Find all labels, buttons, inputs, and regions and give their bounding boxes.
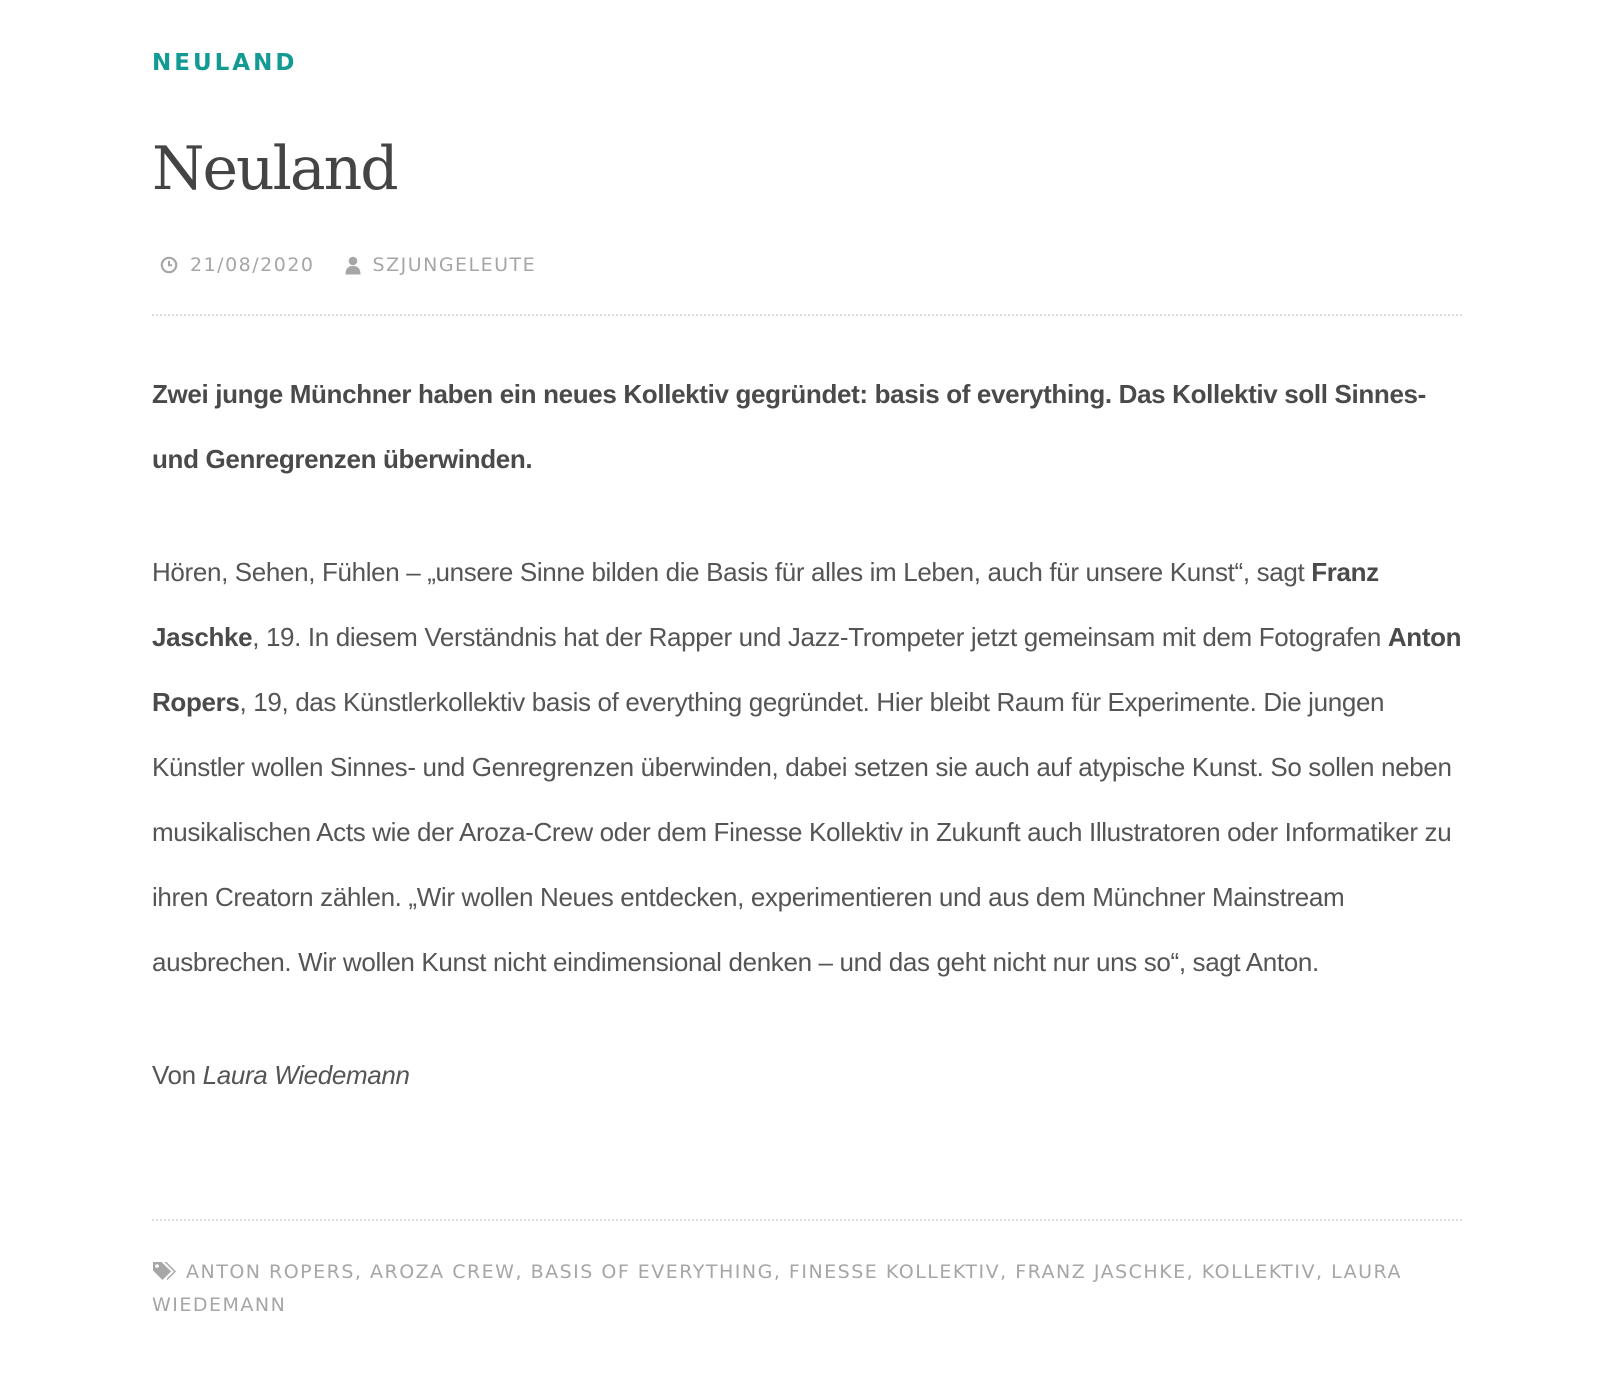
article-byline <box>152 1043 1462 1108</box>
body-text-2: , 19. In diesem Verständnis hat der Rapper und Jazz-Trompeter jetzt gemeinsam mit dem Fotografen <box>252 622 1388 652</box>
article-lead: Zwei junge Münchner haben ein neues Kollektiv gegründet: basis of everything. Das Kollektiv soll Sinnes- und Genregrenzen überwinden. <box>152 379 1426 474</box>
tag-link[interactable]: KOLLEKTIV <box>1201 1261 1317 1283</box>
post-date <box>160 254 315 276</box>
post-date-text: 21/08/2020 <box>190 254 315 276</box>
byline-author: Laura Wiedemann <box>202 1060 410 1090</box>
article-content <box>152 362 1462 1156</box>
tag-link[interactable]: AROZA CREW <box>370 1261 516 1283</box>
tag-link[interactable]: LAURA WIEDEMANN <box>152 1261 1402 1316</box>
tags-icon <box>152 1261 178 1281</box>
article-body <box>152 540 1462 995</box>
post-tags: ANTON ROPERS, AROZA CREW, BASIS OF EVERYTHING, FINESSE KOLLEKTIV, FRANZ JASCHKE, KOLLEKTIV, LAURA WIEDEMANN <box>152 1261 1402 1316</box>
person-name-franz: Franz Jaschke <box>152 557 1379 652</box>
tag-link[interactable]: FRANZ JASCHKE <box>1015 1261 1187 1283</box>
person-name-anton: Anton Ropers <box>152 622 1462 717</box>
byline-prefix: Von <box>152 1060 203 1090</box>
tag-link[interactable]: ANTON ROPERS <box>186 1261 355 1283</box>
category-link[interactable]: NEULAND <box>152 50 298 76</box>
post-meta <box>160 254 566 276</box>
body-text-3: , 19, das Künstlerkollektiv basis of everything gegründet. Hier bleibt Raum für Experimente. Die jungen Künstler wollen Sinnes- und Genregrenzen überwinden, dabei setzen sie auch auf atypische Kunst. So sollen neben musikalischen Acts wie der Aroza-Crew oder dem Finesse Kollektiv in Zukunft auch Illustratoren oder Informatiker zu ihren Creatorn zählen. „Wir wollen Neues entdecken, experimentieren und aus dem Münchner Mainstream ausbrechen. Wir wollen Kunst nicht eindimensional denken – und das geht nicht nur uns so“, sagt Anton. <box>152 687 1452 977</box>
tag-link[interactable]: FINESSE KOLLEKTIV <box>788 1261 1001 1283</box>
post-author[interactable] <box>345 254 537 276</box>
meta-divider <box>152 314 1462 316</box>
tag-link[interactable]: BASIS OF EVERYTHING <box>530 1261 774 1283</box>
post-author-link[interactable]: SZJUNGELEUTE <box>372 254 537 276</box>
clock-icon <box>160 256 178 274</box>
page-title: Neuland <box>152 134 397 204</box>
body-text-1: Hören, Sehen, Fühlen – „unsere Sinne bilden die Basis für alles im Leben, auch für unsere Kunst“, sagt <box>152 557 1312 587</box>
tags-divider <box>152 1219 1462 1221</box>
user-icon <box>345 256 361 275</box>
